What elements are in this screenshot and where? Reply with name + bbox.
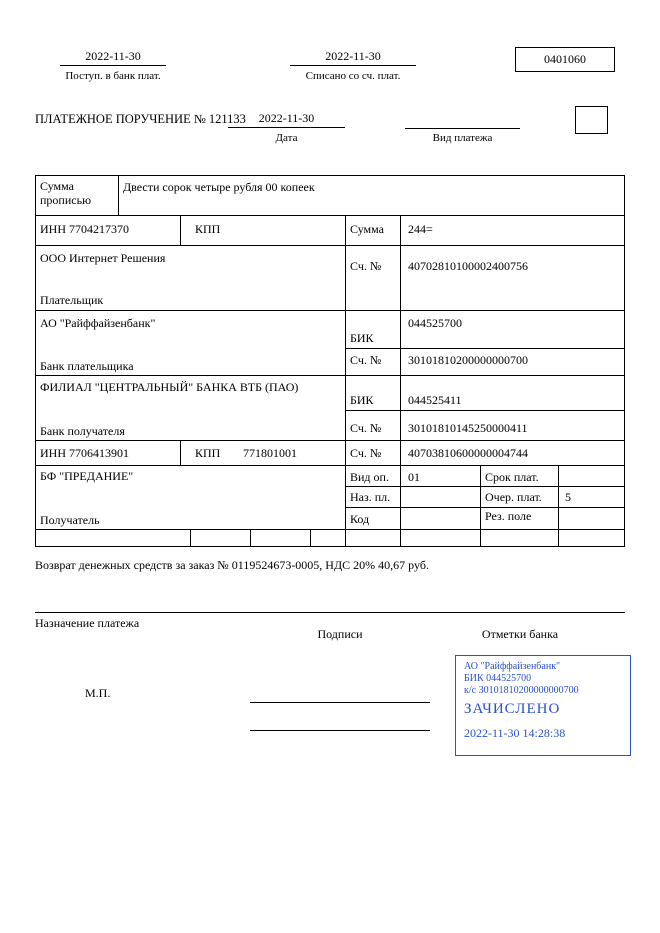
payee-bank-account-label: Сч. №: [350, 421, 382, 435]
payee-inn: ИНН 7706413901: [40, 446, 129, 460]
payment-kind-underline: [405, 128, 520, 129]
document-title: ПЛАТЕЖНОЕ ПОРУЧЕНИЕ № 121133: [35, 112, 246, 126]
document-date: 2022-11-30: [258, 111, 315, 125]
payer-bank-account-label: Сч. №: [350, 353, 382, 367]
payee-account-value: 40703810600000004744: [408, 446, 528, 460]
payment-purpose-caption: Назначение платежа: [35, 616, 140, 630]
payment-purpose-code-label: Наз. пл.: [350, 490, 391, 504]
table-grid-line: [345, 348, 625, 349]
stamp-bik: БИК 044525700: [464, 673, 532, 684]
amount-value: 244=: [408, 222, 433, 236]
code-label: Код: [350, 512, 370, 526]
stamp-place-label: М.П.: [85, 686, 111, 700]
table-grid-line: [345, 410, 625, 411]
purpose-underline: [35, 612, 625, 613]
date-debited-underline: [290, 49, 416, 66]
payer-account-value: 40702810100002400756: [408, 259, 528, 273]
payment-priority-value: 5: [565, 490, 571, 504]
payee-bank-name: ФИЛИАЛ "ЦЕНТРАЛЬНЫЙ" БАНКА ВТБ (ПАО): [40, 380, 299, 394]
table-grid-line: [35, 245, 625, 246]
table-grid-line: [35, 375, 625, 376]
payee-kpp-value: 771801001: [243, 446, 297, 460]
payee-caption: Получатель: [40, 513, 100, 527]
table-grid-line: [345, 507, 625, 508]
payer-bank-bik-label: БИК: [350, 331, 374, 345]
operation-kind-label: Вид оп.: [350, 470, 389, 484]
amount-label: Сумма: [350, 222, 384, 236]
document-date-underline: [228, 111, 345, 128]
table-grid-line: [558, 465, 559, 547]
date-received-underline: [60, 49, 166, 66]
payee-bank-account-value: 30101810145250000411: [408, 421, 528, 435]
payee-kpp-label: КПП: [195, 446, 221, 460]
table-grid-line: [118, 175, 119, 215]
payment-kind-caption: Вид платежа: [432, 132, 493, 144]
payment-kind-box: [575, 106, 608, 134]
date-received-label: Поступ. в банк плат.: [65, 70, 161, 82]
stamp-bank-name: АО "Райффайзенбанк": [464, 661, 561, 672]
payer-bank-name: АО "Райффайзенбанк": [40, 316, 156, 330]
form-code-box: [515, 47, 615, 72]
table-grid-line: [480, 465, 481, 547]
date-received-value: 2022-11-30: [85, 49, 141, 63]
date-debited-value: 2022-11-30: [325, 49, 381, 63]
date-caption: Дата: [275, 132, 298, 144]
table-grid-line: [250, 529, 251, 547]
stamp-status: ЗАЧИСЛЕНО: [464, 701, 561, 717]
table-grid-line: [180, 440, 181, 465]
table-grid-line: [345, 486, 625, 487]
payer-bank-account-value: 30101810200000000700: [408, 353, 528, 367]
table-grid-line: [345, 215, 346, 547]
payer-account-label: Сч. №: [350, 259, 382, 273]
payment-due-label: Срок плат.: [485, 470, 539, 484]
payee-name: БФ "ПРЕДАНИЕ": [40, 469, 134, 483]
table-grid-line: [35, 215, 625, 216]
payer-caption: Плательщик: [40, 293, 104, 307]
stamp-datetime: 2022-11-30 14:28:38: [464, 726, 566, 740]
signature-line: [250, 702, 430, 703]
payer-bank-caption: Банк плательщика: [40, 359, 134, 373]
signatures-caption: Подписи: [317, 627, 363, 641]
stamp-corr-account: к/с 30101810200000000700: [464, 685, 579, 696]
operation-kind-value: 01: [408, 470, 420, 484]
table-grid-line: [35, 310, 625, 311]
payment-purpose-text: Возврат денежных средств за заказ № 0119524673-0005, НДС 20% 40,67 руб.: [35, 558, 429, 572]
payer-bank-bik-value: 044525700: [408, 316, 462, 330]
date-debited-label: Списано со сч. плат.: [305, 70, 401, 82]
table-grid-line: [35, 440, 625, 441]
table-grid-line: [35, 465, 625, 466]
payee-bank-caption: Банк получателя: [40, 424, 125, 438]
table-grid-line: [35, 529, 625, 530]
payee-bank-bik-value: 044525411: [408, 393, 462, 407]
signature-line: [250, 730, 430, 731]
table-grid-line: [190, 529, 191, 547]
table-grid-line: [180, 215, 181, 245]
payer-inn: ИНН 7704217370: [40, 222, 129, 236]
payee-bank-bik-label: БИК: [350, 393, 374, 407]
reserve-field-label: Рез. поле: [485, 509, 532, 523]
payer-kpp-label: КПП: [195, 222, 221, 236]
amount-words-label: Сумма прописью: [40, 179, 92, 207]
payee-account-label: Сч. №: [350, 446, 382, 460]
bank-stamp: [455, 655, 631, 756]
form-code: 0401060: [544, 52, 586, 66]
payer-name: ООО Интернет Решения: [40, 251, 166, 265]
table-grid-line: [400, 215, 401, 547]
table-grid-line: [310, 529, 311, 547]
amount-words-value: Двести сорок четыре рубля 00 копеек: [123, 180, 315, 194]
payment-priority-label: Очер. плат.: [485, 490, 542, 504]
bank-marks-caption: Отметки банка: [481, 627, 559, 641]
